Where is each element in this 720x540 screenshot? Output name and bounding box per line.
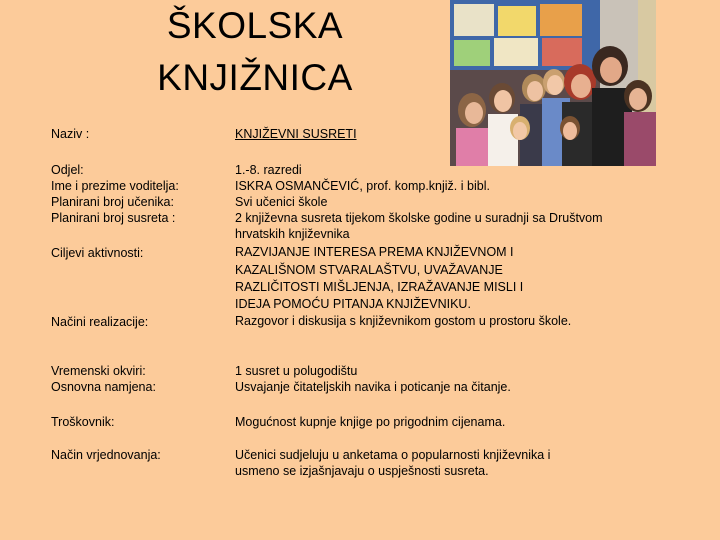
okviri-value: 1 susret u polugodištu [235, 364, 358, 378]
namjena-value: Usvajanje čitateljskih navika i poticanje na čitanje. [235, 380, 511, 394]
ciljevi-value-line-4: IDEJA POMOĆU PITANJA KNJIŽEVNIKU. [235, 297, 471, 311]
nacini-value: Razgovor i diskusija s književnikom gostom u prostoru škole. [235, 314, 572, 328]
ciljevi-value-line-3: RAZLIČITOSTI MIŠLJENJA, IZRAŽAVANJE MISLI I [235, 280, 524, 294]
susreti-value-line-2: hrvatskih književnika [235, 227, 350, 241]
group-photo-image [450, 0, 656, 166]
susreti-label: Planirani broj susreta : [51, 211, 176, 225]
ciljevi-label: Ciljevi aktivnosti: [51, 246, 144, 260]
naziv-label: Naziv : [51, 127, 90, 141]
ciljevi-value-line-2: KAZALIŠNOM STVARALAŠTVU, UVAŽAVANJE [235, 263, 503, 277]
ciljevi-value-line-1: RAZVIJANJE INTERESA PREMA KNJIŽEVNOM I [235, 245, 514, 259]
okviri-label: Vremenski okviri: [51, 364, 146, 378]
title-line-2: KNJIŽNICA [157, 57, 353, 98]
odjel-value: 1.-8. razredi [235, 163, 302, 177]
troskovnik-value: Mogućnost kupnje knjige po prigodnim cijenama. [235, 415, 506, 429]
vrednovanje-label: Način vrjednovanja: [51, 448, 161, 462]
voditelj-value: ISKRA OSMANČEVIĆ, prof. komp.knjiž. i bibl. [235, 179, 490, 193]
ucenici-value: Svi učenici škole [235, 195, 328, 209]
naziv-value: KNJIŽEVNI SUSRETI [235, 127, 357, 141]
odjel-label: Odjel: [51, 163, 84, 177]
vrednovanje-value-line-1: Učenici sudjeluju u anketama o popularnosti književnika i [235, 448, 551, 462]
ucenici-label: Planirani broj učenika: [51, 195, 174, 209]
susreti-value-line-1: 2 književna susreta tijekom školske godine u suradnji sa Društvom [235, 211, 603, 225]
group-photo [450, 0, 656, 166]
slide-title [0, 0, 510, 104]
voditelj-label: Ime i prezime voditelja: [51, 179, 179, 193]
vrednovanje-value-line-2: usmeno se izjašnjavaju o uspješnosti susreta. [235, 464, 489, 478]
namjena-label: Osnovna namjena: [51, 380, 156, 394]
troskovnik-label: Troškovnik: [51, 415, 115, 429]
title-line-1: ŠKOLSKA [166, 5, 344, 46]
nacini-label: Načini realizacije: [51, 315, 149, 329]
